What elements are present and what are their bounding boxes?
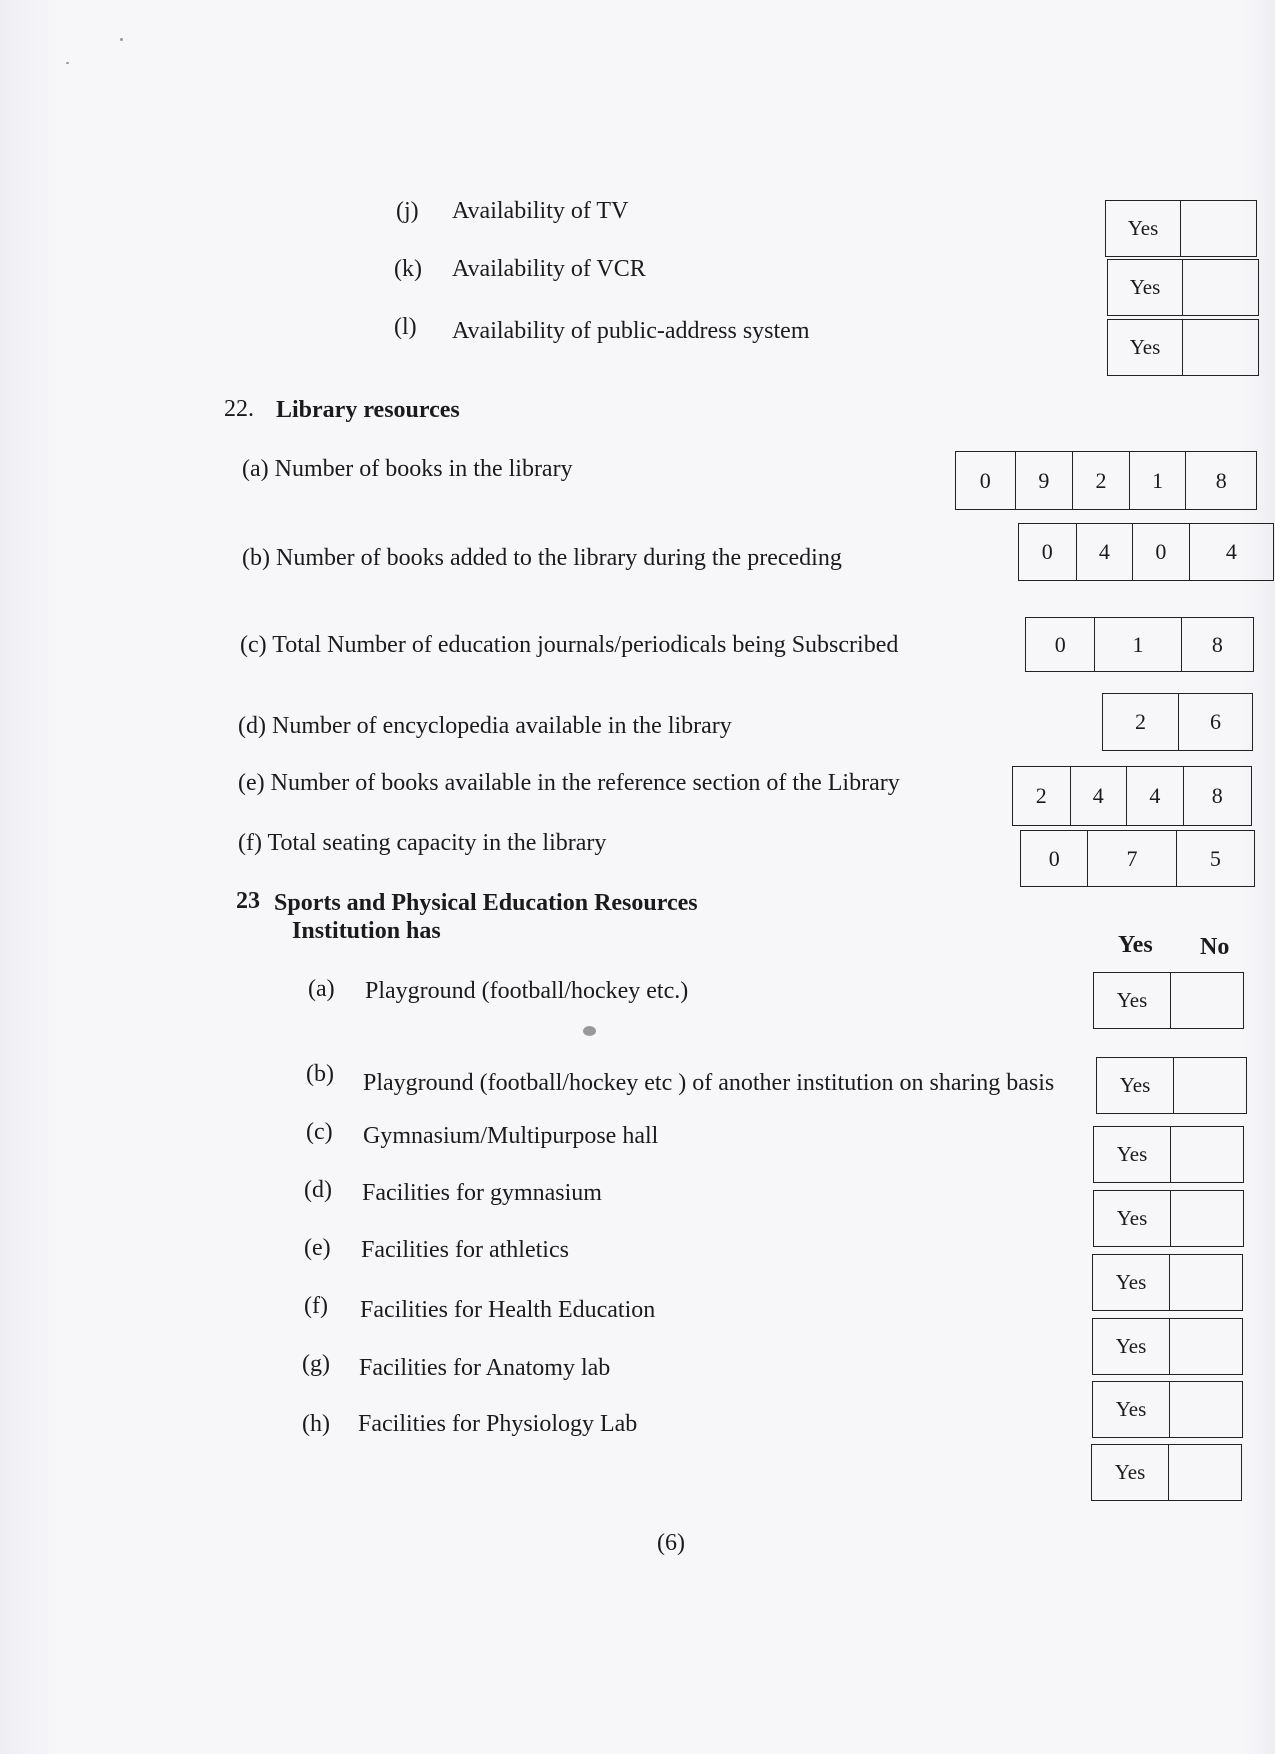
digit-cell: 0: [1133, 524, 1190, 580]
item-marker: (l): [394, 314, 417, 340]
yes-no-box: [1092, 1381, 1243, 1438]
section-number: 22.: [224, 396, 254, 422]
yes-no-box: [1092, 1318, 1243, 1375]
digit-cell: 0: [1026, 618, 1095, 671]
digit-cell: 8: [1211, 631, 1223, 657]
no-cell: [1183, 260, 1258, 315]
no-cell: [1169, 1445, 1241, 1500]
digit-cell: 8: [1211, 783, 1223, 808]
library-item-label: (a) Number of books in the library: [242, 456, 573, 482]
digit-cell: 0: [1019, 524, 1077, 580]
yes-cell: Yes: [1092, 1445, 1169, 1500]
item-label: Facilities for Health Education: [360, 1297, 656, 1323]
section-title: Sports and Physical Education Resources: [274, 890, 698, 916]
column-header-yes: Yes: [1118, 932, 1153, 958]
scan-speck: [583, 1026, 596, 1036]
digit-cell: 9: [1016, 452, 1074, 509]
library-item-label: (d) Number of encyclopedia available in the library: [238, 713, 732, 739]
yes-no-box: [1093, 972, 1244, 1029]
section-subtitle: Institution has: [292, 918, 441, 944]
item-label: Facilities for Anatomy lab: [359, 1355, 611, 1381]
yes-no-box: [1107, 319, 1259, 376]
library-item-label: (f) Total seating capacity in the library: [238, 830, 607, 856]
yes-no-box: [1107, 259, 1259, 316]
yes-cell: Yes: [1097, 1058, 1174, 1113]
item-marker: (g): [302, 1351, 330, 1377]
item-marker: (a): [308, 976, 335, 1002]
digit-cell: 2: [1013, 767, 1071, 825]
library-item-label: (b) Number of books added to the library during the preceding: [242, 545, 842, 571]
no-cell: [1174, 1058, 1246, 1113]
item-marker: (h): [302, 1411, 330, 1437]
item-marker: (c): [306, 1119, 333, 1145]
digit-cell: 6: [1209, 709, 1221, 734]
digit-cell: 0: [956, 452, 1016, 509]
digit-cell: 1: [1130, 452, 1187, 509]
digit-cell: 0: [1021, 831, 1088, 886]
digit-box-reference: [1012, 766, 1252, 826]
item-label: Facilities for Physiology Lab: [358, 1411, 638, 1437]
yes-cell: Yes: [1093, 1319, 1170, 1374]
yes-cell: Yes: [1108, 320, 1183, 375]
yes-cell: Yes: [1093, 1382, 1170, 1437]
yes-cell: Yes: [1108, 260, 1183, 315]
item-marker: (e): [304, 1235, 331, 1261]
item-marker: (j): [396, 198, 419, 224]
item-label: Availability of TV: [452, 198, 629, 224]
item-label: Playground (football/hockey etc ) of another institution on sharing basis: [363, 1070, 1055, 1096]
item-marker: (k): [394, 256, 422, 282]
digit-box-encyclopedia: [1102, 693, 1253, 751]
item-marker: (d): [304, 1177, 332, 1203]
digit-box-books: [955, 451, 1257, 510]
yes-cell: Yes: [1094, 973, 1171, 1028]
digit-cell: 4: [1225, 539, 1237, 564]
no-cell: [1171, 1191, 1243, 1246]
yes-no-box: [1091, 1444, 1242, 1501]
item-label: Availability of VCR: [452, 256, 646, 282]
item-label: Availability of public-address system: [452, 318, 810, 344]
item-marker: (f): [304, 1293, 328, 1319]
item-label: Facilities for athletics: [361, 1237, 569, 1263]
digit-cell: 4: [1077, 524, 1134, 580]
yes-no-box: [1093, 1126, 1244, 1183]
digit-box-books-added: [1018, 523, 1274, 581]
yes-no-box: [1105, 200, 1257, 257]
page-number: (6): [657, 1530, 685, 1556]
yes-no-box: [1093, 1190, 1244, 1247]
section-number: 23: [236, 888, 260, 914]
no-cell: [1171, 973, 1243, 1028]
yes-cell: Yes: [1093, 1255, 1170, 1310]
yes-no-box: [1096, 1057, 1247, 1114]
no-cell: [1170, 1382, 1242, 1437]
no-cell: [1171, 1127, 1243, 1182]
item-label: Facilities for gymnasium: [362, 1180, 602, 1206]
digit-cell: 7: [1088, 831, 1176, 886]
item-label: Playground (football/hockey etc.): [365, 978, 689, 1004]
yes-no-box: [1092, 1254, 1243, 1311]
no-cell: [1183, 320, 1258, 375]
item-marker: (b): [306, 1061, 334, 1087]
digit-cell: 4: [1127, 767, 1184, 825]
library-item-label: (e) Number of books available in the reference section of the Library: [238, 770, 900, 796]
item-label: Gymnasium/Multipurpose hall: [363, 1123, 659, 1149]
no-cell: [1170, 1319, 1242, 1374]
scan-speck: [66, 62, 69, 64]
digit-box-seating: [1020, 830, 1255, 887]
digit-cell: 2: [1103, 694, 1179, 750]
digit-cell: 4: [1071, 767, 1128, 825]
library-item-label: (c) Total Number of education journals/periodicals being Subscribed: [240, 632, 899, 658]
digit-cell: 1: [1095, 618, 1181, 671]
yes-cell: Yes: [1094, 1127, 1171, 1182]
digit-box-journals: [1025, 617, 1254, 672]
digit-cell: 5: [1209, 845, 1221, 871]
no-cell: [1170, 1255, 1242, 1310]
yes-cell: Yes: [1106, 201, 1181, 256]
column-header-no: No: [1200, 934, 1230, 960]
digit-cell: 2: [1073, 452, 1130, 509]
no-cell: [1181, 201, 1256, 256]
section-title: Library resources: [276, 397, 460, 423]
scan-speck: [120, 38, 123, 41]
yes-cell: Yes: [1094, 1191, 1171, 1246]
digit-cell: 8: [1215, 467, 1227, 493]
